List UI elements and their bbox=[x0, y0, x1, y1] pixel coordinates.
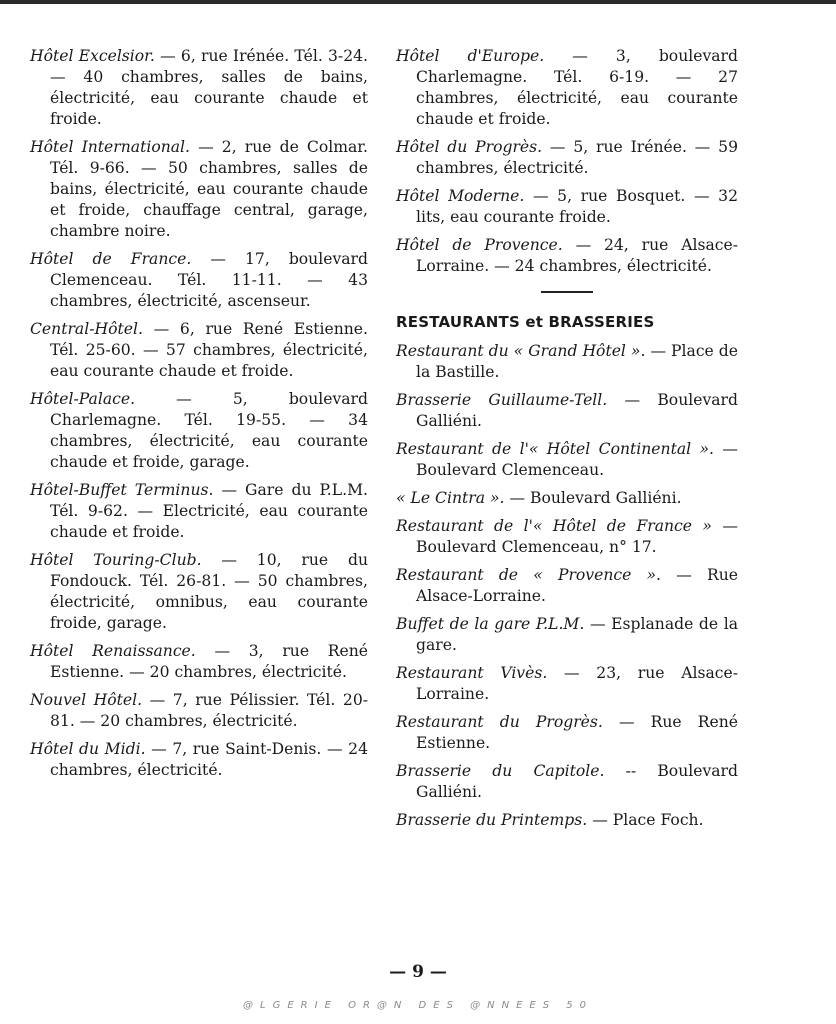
hotel-entry-details: — 7, rue Pélissier. Tél. 20-81. — 20 chambres, électricité. bbox=[50, 691, 369, 730]
restaurant-entry-name: Restaurant du « Grand Hôtel ». bbox=[396, 342, 646, 360]
hotel-entry-name: Hôtel Moderne. bbox=[396, 187, 525, 205]
restaurant-entry bbox=[396, 712, 738, 754]
restaurant-entry-details: — Place de la Bastille. bbox=[416, 342, 738, 381]
restaurant-entry-name: Restaurant de l'« Hôtel de France » bbox=[396, 517, 712, 535]
restaurant-entry bbox=[396, 810, 738, 831]
hotel-entry-details: — Gare du P.L.M. Tél. 9-62. — Electricité, eau courante chaude et froide. bbox=[50, 481, 368, 541]
right-column bbox=[396, 46, 738, 838]
restaurant-entry-details: — 23, rue Alsace-Lorraine. bbox=[416, 664, 738, 703]
hotel-entry bbox=[30, 550, 368, 634]
section-separator bbox=[541, 291, 593, 293]
hotel-entry-name: Hôtel Touring-Club. bbox=[30, 551, 202, 569]
restaurant-entry-name: Brasserie Guillaume-Tell. bbox=[396, 391, 608, 409]
restaurant-entry-name: Restaurant de « Provence ». bbox=[396, 566, 662, 584]
hotel-entry bbox=[396, 46, 738, 130]
restaurant-entry-details: — Rue Alsace-Lorraine. bbox=[416, 566, 738, 605]
hotel-entry-details: — 7, rue Saint-Denis. — 24 chambres, électricité. bbox=[50, 740, 368, 779]
restaurant-entry-name: « Le Cintra ». bbox=[396, 489, 505, 507]
restaurant-entry-details: — Rue René Estienne. bbox=[416, 713, 739, 752]
hotel-entry bbox=[30, 319, 368, 382]
restaurant-entry-name: Buffet de la gare P.L.M. bbox=[396, 615, 585, 633]
hotel-entry-details: — 6, rue René Estienne. Tél. 25-60. — 57 chambres, électricité, eau courante chaude et froide. bbox=[50, 320, 368, 380]
hotel-entry bbox=[30, 46, 368, 130]
hotel-entry bbox=[30, 480, 368, 543]
hotel-entry-details: — 17, boulevard Clemenceau. Tél. 11-11. — 43 chambres, électricité, ascenseur. bbox=[50, 250, 368, 310]
restaurant-entry bbox=[396, 488, 738, 509]
restaurant-entry-details: — Place Foch. bbox=[587, 811, 704, 829]
restaurant-entry-name: Restaurant Vivès. bbox=[396, 664, 548, 682]
restaurants-heading: RESTAURANTS et BRASSERIES bbox=[396, 313, 655, 331]
hotel-entry bbox=[30, 641, 368, 683]
hotel-entry-details: — 5, rue Bosquet. — 32 lits, eau courante froide. bbox=[416, 187, 738, 226]
top-border bbox=[0, 0, 836, 4]
restaurant-entry bbox=[396, 341, 738, 383]
restaurant-entry bbox=[396, 761, 738, 803]
hotel-entry-name: Hôtel de France. bbox=[30, 250, 192, 268]
hotel-entry-name: Hôtel d'Europe. bbox=[396, 47, 545, 65]
hotel-entry-name: Hôtel de Provence. bbox=[396, 236, 563, 254]
restaurant-entry-details: — Boulevard Galliéni. bbox=[504, 489, 682, 507]
page-number: — 9 — bbox=[389, 962, 447, 982]
hotel-entry-details: — 24, rue Alsace-Lorraine. — 24 chambres, électricité. bbox=[416, 236, 738, 275]
restaurant-entry-details: — Boulevard Galliéni. bbox=[416, 391, 738, 430]
hotel-entry-name: Nouvel Hôtel. bbox=[30, 691, 143, 709]
hotel-entry-name: Hôtel Excelsior. bbox=[30, 47, 155, 65]
hotel-entry bbox=[396, 235, 738, 277]
hotel-entry bbox=[30, 137, 368, 242]
restaurant-entry bbox=[396, 663, 738, 705]
right-hotel-list bbox=[396, 46, 738, 277]
restaurant-entry-name: Restaurant du Progrès. bbox=[396, 713, 603, 731]
hotel-entry-details: — 10, rue du Fondouck. Tél. 26-81. — 50 chambres, électricité, omnibus, eau courante froide, garage. bbox=[50, 551, 368, 632]
watermark: @LGERIE OR@N DES @NNEES 50 bbox=[243, 1000, 593, 1011]
restaurant-entry-details: — Esplanade de la gare. bbox=[416, 615, 739, 654]
hotel-entry-name: Hôtel-Palace. bbox=[30, 390, 136, 408]
restaurant-entry bbox=[396, 516, 738, 558]
hotel-entry bbox=[30, 249, 368, 312]
restaurant-entry-name: Brasserie du Capitole. bbox=[396, 762, 605, 780]
restaurant-entry bbox=[396, 390, 738, 432]
hotel-entry-details: — 6, rue Irénée. Tél. 3-24. — 40 chambres, salles de bains, électricité, eau courante chaude et froide. bbox=[50, 47, 368, 128]
restaurant-entry-details: — Boulevard Clemenceau, n° 17. bbox=[416, 517, 738, 556]
left-column bbox=[30, 46, 368, 788]
hotel-entry-details: — 5, boulevard Charlemagne. Tél. 19-55. — 34 chambres, électricité, eau courante chaude et froide, garage. bbox=[50, 390, 368, 471]
hotel-entry-name: Hôtel du Midi. bbox=[30, 740, 146, 758]
hotel-entry-name: Central-Hôtel. bbox=[30, 320, 143, 338]
hotel-entry-details: — 3, rue René Estienne. — 20 chambres, électricité. bbox=[50, 642, 368, 681]
restaurant-entry-details: -- Boulevard Galliéni. bbox=[416, 762, 738, 801]
restaurant-entry bbox=[396, 614, 738, 656]
restaurant-entry-name: Brasserie du Printemps. bbox=[396, 811, 588, 829]
hotel-entry-name: Hôtel-Buffet Terminus. bbox=[30, 481, 214, 499]
restaurant-entry bbox=[396, 439, 738, 481]
hotel-entry bbox=[396, 137, 738, 179]
hotel-entry-details: — 2, rue de Colmar. Tél. 9-66. — 50 chambres, salles de bains, électricité, eau courante chaude et froide, chauffage central, garage, chambre noire. bbox=[50, 138, 369, 240]
restaurant-entry-details: — Boulevard Clemenceau. bbox=[416, 440, 738, 479]
hotel-entry-name: Hôtel International. bbox=[30, 138, 190, 156]
hotel-entry bbox=[30, 739, 368, 781]
hotel-entry bbox=[30, 690, 368, 732]
hotel-entry-name: Hôtel du Progrès. bbox=[396, 138, 543, 156]
restaurant-entry-name: Restaurant de l'« Hôtel Continental ». bbox=[396, 440, 715, 458]
restaurant-list bbox=[396, 341, 738, 831]
hotel-entry-name: Hôtel Renaissance. bbox=[30, 642, 196, 660]
hotel-entry-details: — 5, rue Irénée. — 59 chambres, électricité. bbox=[416, 138, 738, 177]
hotel-entry-details: — 3, boulevard Charlemagne. Tél. 6-19. — 27 chambres, électricité, eau courante chaude et froide. bbox=[416, 47, 738, 128]
hotel-entry bbox=[396, 186, 738, 228]
restaurant-entry bbox=[396, 565, 738, 607]
hotel-entry bbox=[30, 389, 368, 473]
